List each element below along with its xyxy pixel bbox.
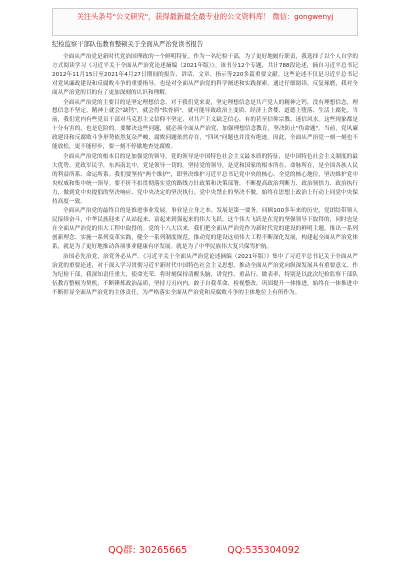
paragraph: 全面从严治党的根本目的是加强党的领导。党的领导是中国特色社会主义最本质的特征，是中国特色社会主义制度的最大优势。党政军民学，东西南北中，党是领导一切的。坚持党的领导，是党和国家的根本所在、命脉所在，是全国各族人民的利益所系、命运所系。我们要坚持"两个维护"，即坚决维护习近平总书记党中央的核心、全党的核心地位，坚决维护党中央权威和集中统一领导。要不折不扣贯彻落实党的路线方针政策和决策部署，不断提高政治判断力、政治领悟力、政治执行力，做到党中央提倡的坚决响应、党中央决定的坚决执行、党中央禁止的坚决不做，始终在思想上政治上行动上同党中央保持高度一致。 <box>52 153 358 205</box>
document-body <box>52 40 358 540</box>
paragraph: 治国必先治党，治党务必从严。《习近平关于全面从严治党论述摘编（2021年版）》集中了习近平总书记关于全面从严治党的重要论述，对于深入学习贯彻习近平新时代中国特色社会主义思想，推动全面从严治党向纵深发展具有重要意义。作为纪检干部，我深知责任重大，使命光荣，将时刻保持清醒头脑，讲党性、重品行、做表率，特别是以此次纪检监察干部队伍教育整顿为契机，不断锤炼政治品质，坚持刀刃向内，敢于自我革命、检视整改，巩固提升一体推进，始终在一体推进中不断彰显全面从严治党的主体责任，为严格落实全面从严治党和反腐败斗争的主体地位上有所作为。 <box>52 253 358 296</box>
banner-text-line1: 关注头条号"公文研究"，获得最新最全最专业的公文资料库！ 微信：gongwenyj <box>76 12 334 21</box>
paragraph: 全面从严治党的主要目的是坚定理想信念。对于我们党来说，坚定理想信念是共产党人的精神之钙。没有理想信念，理想信念不坚定，精神上就会"缺钙"，就会得"软骨病"，就可能导致政治上变质、经济上贪婪、道德上堕落、生活上腐化。当前，我们党内有些党员干部对马克思主义信仰不坚定、对共产主义缺乏信心，有的甚至信仰宗教、迷信风水。这些现象都是十分有害的，也是危险的。要解决这些问题，就必须全面从严治党，加强理想信念教育，坚决防止"伪命题"。当前，党风廉政建设和反腐败斗争形势依然复杂严峻，腐败问题依然存在，"四风"问题也并没有绝迹。因此，全面从严治党一刻一刻也不能放松，更不能停步，要一刻不停歇地查处腐败。 <box>52 99 358 151</box>
document-title: 纪检监察干部队伍教育整顿关于全面从严治党读书报告 <box>52 41 204 48</box>
qq-label: QQ:535304092 <box>227 545 300 556</box>
paragraph: 全面从严治党的最终目的是推进事业发展。事业是立身之本。发展是第一要务。回顾100多年来的历史，党团结带领人民接续奋斗，中华民族迎来了从站起来、富起来到强起来的伟大飞跃，这个伟大飞跃是在党的坚强领导下取得的，同时也是在全面从严治党的伟大工程中取得的。党的十八大以来，我们把全面从严治党作为新时代党的建设的鲜明主题，推出一系列创新理念、实施一系列变革实践，健全一系列制度规范，推动党的建设这项伟大工程不断深化发展，构建起全面从严治党体系，就是为了更好地推动各项事业健康有序发展。就是为了中华民族伟大复兴保驾护航。 <box>52 208 358 251</box>
qq-group-label: QQ群: 30265665 <box>108 545 188 556</box>
paragraph: 全面从严治党是新时代党治国理政的一个鲜明特征。作为一名纪检干部，为了更好地履行职责，我选择了以个人自学的方式阅读学习《习近平关于全面从严治党论述摘编（2021年版）》。该书分12个专题，共计788段论述，摘自习近平总书记2012年11月15日至2021年4月27日期间的报告、讲话、文章、指示等220多篇重要文献。这些论述不仅是习近平总书记对党风廉政建设和反腐败斗争的重要指导，也是对全面从严治党的科学阐述和实践探索。通过仔细阅读、反复琢磨，我对全面从严治党的目的有了更加深刻的认识和理解。 <box>52 54 358 96</box>
header-banner <box>52 8 358 36</box>
footer-contact <box>0 545 408 557</box>
